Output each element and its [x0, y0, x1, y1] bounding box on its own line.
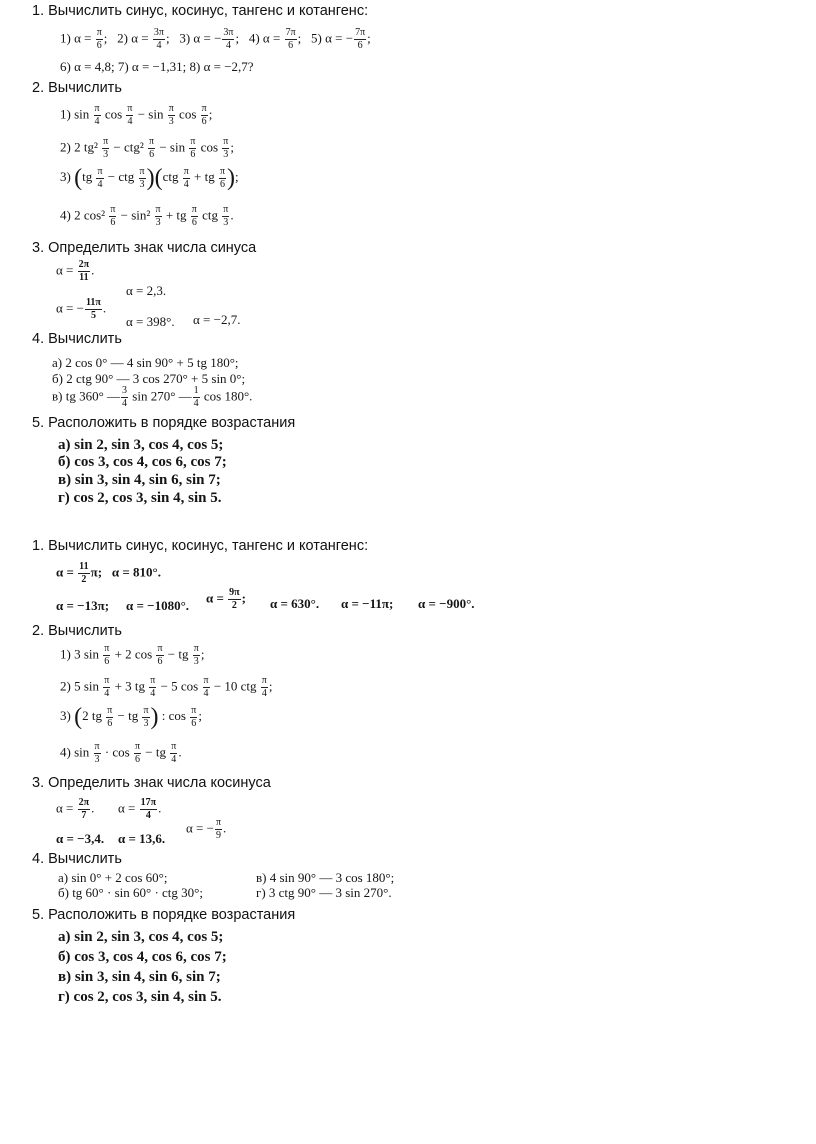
p2-task4-a: а) sin 0° + 2 cos 60°;: [58, 870, 168, 885]
p2-task5-a: а) sin 2, sin 3, cos 4, cos 5;: [58, 929, 224, 945]
p1-task3-e: α = −2,7.: [193, 312, 241, 327]
p1-task5-d: г) cos 2, cos 3, sin 4, sin 5.: [58, 490, 222, 506]
p2-task1-row1: α = $\frac{11}{2}$ π; α = 810°.: [56, 561, 161, 585]
p2-task1-h: α = −900°.: [418, 596, 475, 611]
p2-task5-d: г) cos 2, cos 3, sin 4, sin 5.: [58, 989, 222, 1005]
p2-heading-1: 1. Вычислить синус, косинус, тангенс и котангенс:: [32, 538, 369, 554]
p1-task4-b: б) 2 ctg 90° — 3 cos 270° + 5 sin 0°;: [52, 371, 246, 386]
p2-task4-d: г) 3 ctg 90° — 3 sin 270°.: [256, 885, 392, 900]
p2-heading-2: 2. Вычислить: [32, 623, 122, 639]
p1-heading-2: 2. Вычислить: [32, 80, 122, 96]
p2-task3-d: α = 13,6.: [118, 831, 166, 846]
p2-task3-e: α = − $\frac{\pi}{9}$ .: [186, 817, 227, 841]
p2-task2-row1: 1) 3 sin $\frac{\pi}{6}$ + 2 cos $\frac{\pi}{6}$ − tg $\frac{\pi}{3}$ ;: [60, 643, 205, 667]
p1-task5-b: б) cos 3, cos 4, cos 6, cos 7;: [58, 454, 227, 470]
p2-task1-c: α = −13π;: [56, 598, 110, 613]
p1-task3-c: α = − $\frac{11\pi}{5}$ .: [56, 297, 107, 321]
p2-task1-g: α = −11π;: [341, 596, 394, 611]
p2-task1-f: α = 630°.: [270, 596, 320, 611]
p2-task3-b: α = $\frac{17\pi}{4}$ .: [118, 797, 162, 821]
p1-heading-4: 4. Вычислить: [32, 331, 122, 347]
p2-heading-5: 5. Расположить в порядке возрастания: [32, 907, 296, 923]
p1-task1-row2: 6) α = 4,8; 7) α = −1,31; 8) α = −2,7?: [60, 59, 254, 74]
p2-task3-a: α = $\frac{2\pi}{7}$ .: [56, 797, 95, 821]
p2-task1-d: α = −1080°.: [126, 598, 190, 613]
p1-heading-1: 1. Вычислить синус, косинус, тангенс и котангенс:: [32, 3, 369, 19]
p2-task2-row2: 2) 5 sin $\frac{\pi}{4}$ + 3 tg $\frac{\pi}{4}$ − 5 cos $\frac{\pi}{4}$ − 10 ctg $\frac{\pi}{4}$ ;: [60, 675, 273, 699]
p1-task2-row3: 3) (tg $\frac{\pi}{4}$ − ctg $\frac{\pi}{3}$ )(ctg $\frac{\pi}{4}$ + tg $\frac{\pi}{6}$ );: [60, 165, 239, 191]
p1-task5-a: а) sin 2, sin 3, cos 4, cos 5;: [58, 437, 224, 453]
p1-task2-row4: 4) 2 cos² $\frac{\pi}{6}$ − sin² $\frac{\pi}{3}$ + tg $\frac{\pi}{6}$ ctg $\frac{\pi}{3}$ .: [60, 204, 234, 228]
p1-task2-row2: 2) 2 tg² $\frac{\pi}{3}$ − ctg² $\frac{\pi}{6}$ − sin $\frac{\pi}{6}$ cos $\frac{\pi}{3}$ ;: [60, 136, 234, 160]
p1-task3-a: α = $\frac{2\pi}{11}$ .: [56, 259, 95, 283]
p2-heading-3: 3. Определить знак числа косинуса: [32, 775, 271, 791]
p2-task4-b: б) tg 60° · sin 60° · ctg 30°;: [58, 885, 203, 900]
p2-task3-c: α = −3,4.: [56, 831, 105, 846]
p1-task2-row1: 1) sin $\frac{\pi}{4}$ cos $\frac{\pi}{4}$ − sin $\frac{\pi}{3}$ cos $\frac{\pi}{6}$ ;: [60, 103, 213, 127]
p2-heading-4: 4. Вычислить: [32, 851, 122, 867]
p1-heading-5: 5. Расположить в порядке возрастания: [32, 415, 296, 431]
p1-task4-c: в) tg 360° — $\frac{3}{4}$ sin 270° — $\frac{1}{4}$ cos 180°.: [52, 385, 253, 409]
p2-task1-e: α = $\frac{9\pi}{2}$ ;: [206, 587, 246, 611]
p1-heading-3: 3. Определить знак числа синуса: [32, 240, 257, 256]
p1-task3-d: α = 398°.: [126, 314, 175, 329]
p2-task5-c: в) sin 3, sin 4, sin 6, sin 7;: [58, 969, 221, 985]
p2-task4-c: в) 4 sin 90° — 3 cos 180°;: [256, 870, 395, 885]
p2-task5-b: б) cos 3, cos 4, cos 6, cos 7;: [58, 949, 227, 965]
p2-task2-row3: 3) (2 tg $\frac{\pi}{6}$ − tg $\frac{\pi}{3}$ ) : cos $\frac{\pi}{6}$ ;: [60, 704, 202, 730]
p2-task2-row4: 4) sin $\frac{\pi}{3}$ · cos $\frac{\pi}{6}$ − tg $\frac{\pi}{4}$ .: [60, 741, 182, 765]
p1-task4-a: а) 2 cos 0° — 4 sin 90° + 5 tg 180°;: [52, 355, 239, 370]
p1-task3-b: α = 2,3.: [126, 283, 167, 298]
p1-task1-row1: 1) α = $\frac{\pi}{6}$ ; 2) α = $\frac{3\pi}{4}$ ; 3) α = − $\frac{3\pi}{4}$ ; 4) α = $\frac{7\pi}{6}$ ; 5) α = − $\frac{7\pi}{6}$ ;: [60, 27, 371, 51]
p1-task5-c: в) sin 3, sin 4, sin 6, sin 7;: [58, 472, 221, 488]
